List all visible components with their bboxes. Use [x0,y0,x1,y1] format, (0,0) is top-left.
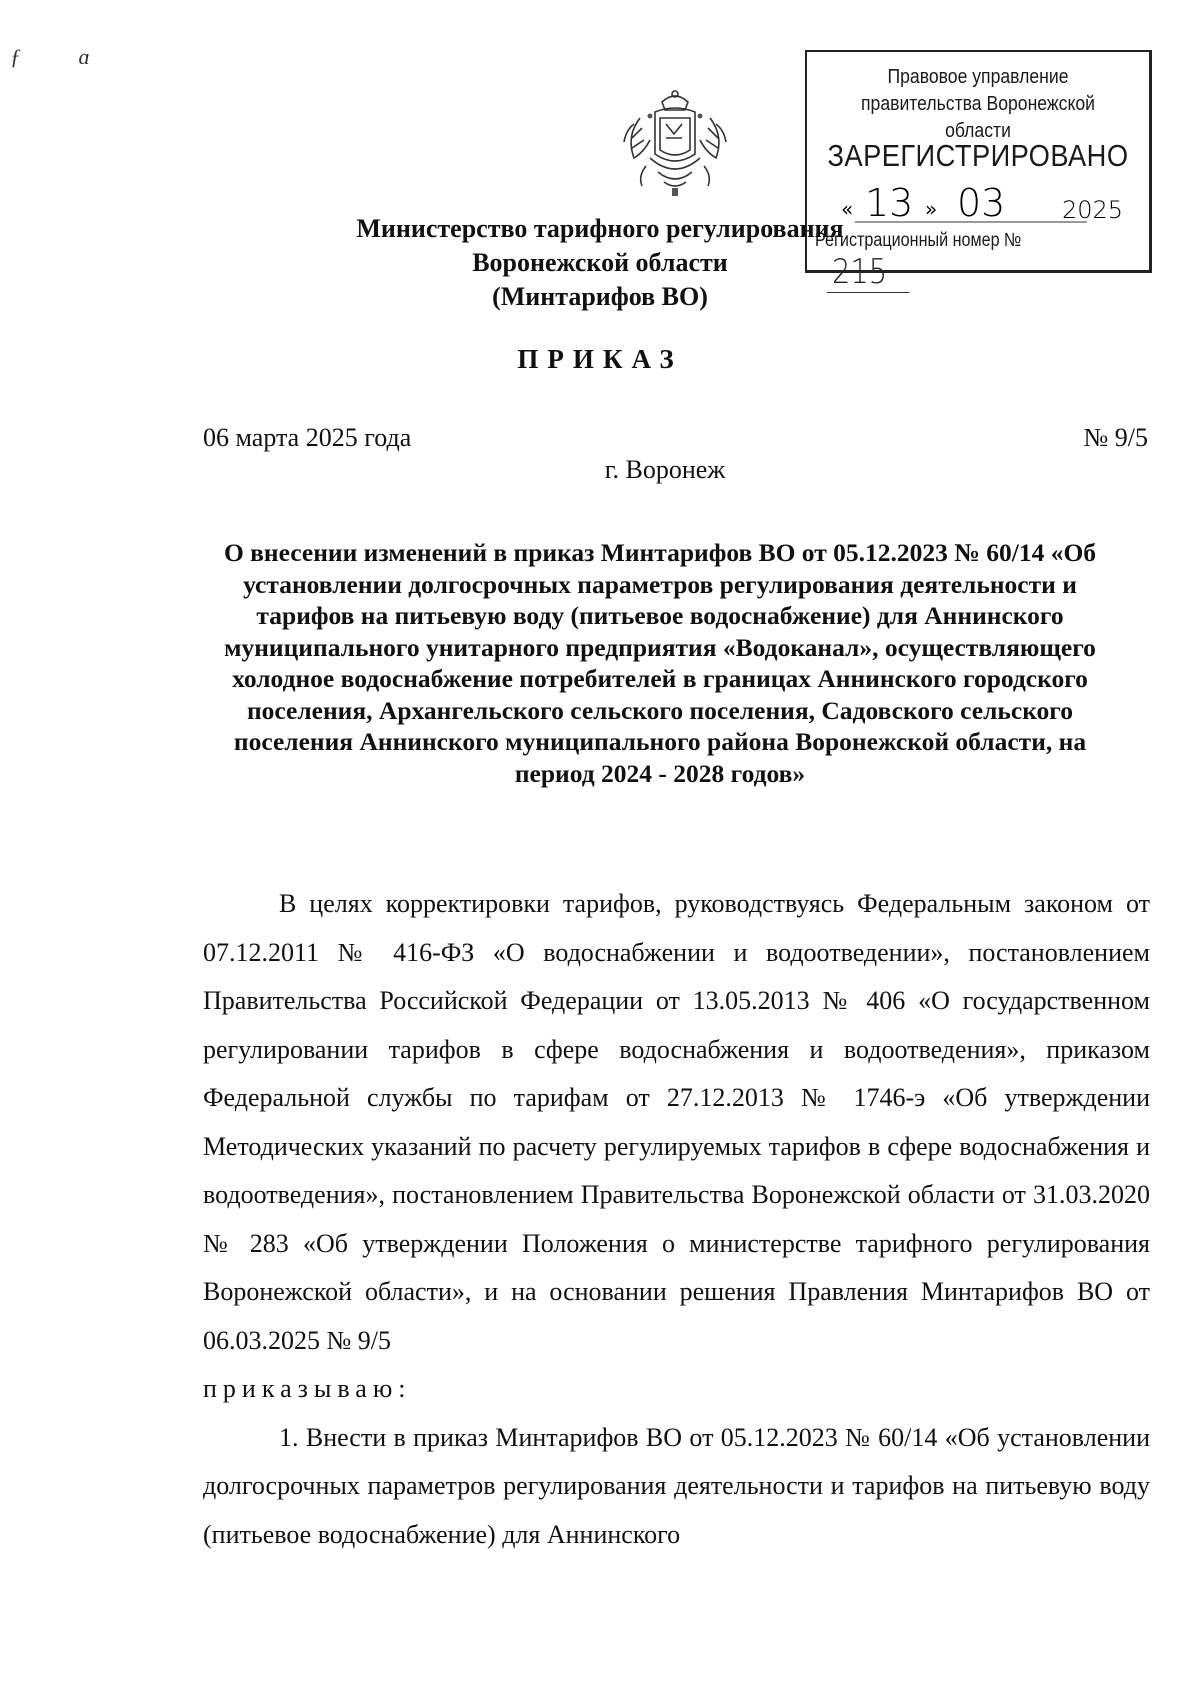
ministry-name [300,212,900,314]
stamp-organization: Правовое управление правительства Воронежской области [861,66,1095,142]
item-1-paragraph: 1. Внести в приказ Минтарифов ВО от 05.12.2023 № 60/14 «Об установлении долгосрочных параметров регулирования деятельности и тарифов на питьевую воду (питьевое водоснабжение) для Аннинского [203,1422,1150,1549]
margin-mark: ɑ [78,44,90,69]
margin-mark: ƒ [10,44,21,69]
stamp-reg-number: 215 [827,252,909,293]
ministry-line: (Минтарифов ВО) [492,282,708,311]
order-body [203,880,1150,1559]
stamp-day: 13 [865,182,914,225]
svg-text:»: » [925,197,938,221]
order-subject: О внесении изменений в приказ Минтарифов ВО от 05.12.2023 № 60/14 «Об установлении долгосрочных параметров регулирования деятельности и тарифов на питьевую воду (питьевое водоснабжение) для Аннинского муниципального унитарного предприятия «Водоканал», осуществляющего холодное водоснабжение потребителей в границах Аннинского городского поселения, Архангельского сельского поселения, Садовского сельского поселения Аннинского муниципального района Воронежской области, на период 2024 - 2028 годов» [223,538,1097,788]
order-number: № 9/5 [1083,423,1148,452]
order-date: 06 марта 2025 года [203,423,412,452]
preamble-paragraph: В целях корректировки тарифов, руководствуясь Федеральным законом от 07.12.2011 № 416-ФЗ «О водоснабжении и водоотведении», постановлением Правительства Российской Федерации от 13.05.2013 № 406 «О государственном регулировании тарифов в сфере водоснабжения и водоотведения», приказом Федеральной службы по тарифам от 27.12.2013 № 1746-э «Об утверждении Методических указаний по расчету регулируемых тарифов в сфере водоснабжения и водоотведения», постановлением Правительства Воронежской области от 31.03.2020 № 283 «Об утверждении Положения о министерстве тарифного регулирования Воронежской области», и на основании решения Правления Минтарифов ВО от 06.03.2025 № 9/5 [203,889,1150,1355]
stamp-year: 2025 [1062,196,1124,224]
order-city [0,455,1200,485]
ministry-line: Министерство тарифного регулирования [356,214,844,243]
city-label: г. Воронеж [604,455,726,484]
stamp-registered-label: ЗАРЕГИСТРИРОВАНО [827,138,1129,173]
order-word: приказываю: [203,1374,412,1403]
svg-text:«: « [841,197,854,221]
coat-of-arms-icon [620,88,730,200]
ministry-line: Воронежской области [472,248,728,277]
stamp-reg-label: Регистрационный номер № [815,230,1022,251]
stamp-month: 03 [957,182,1006,225]
order-title: ПРИКАЗ [517,344,683,374]
margin-handwritten-marks [10,44,142,70]
